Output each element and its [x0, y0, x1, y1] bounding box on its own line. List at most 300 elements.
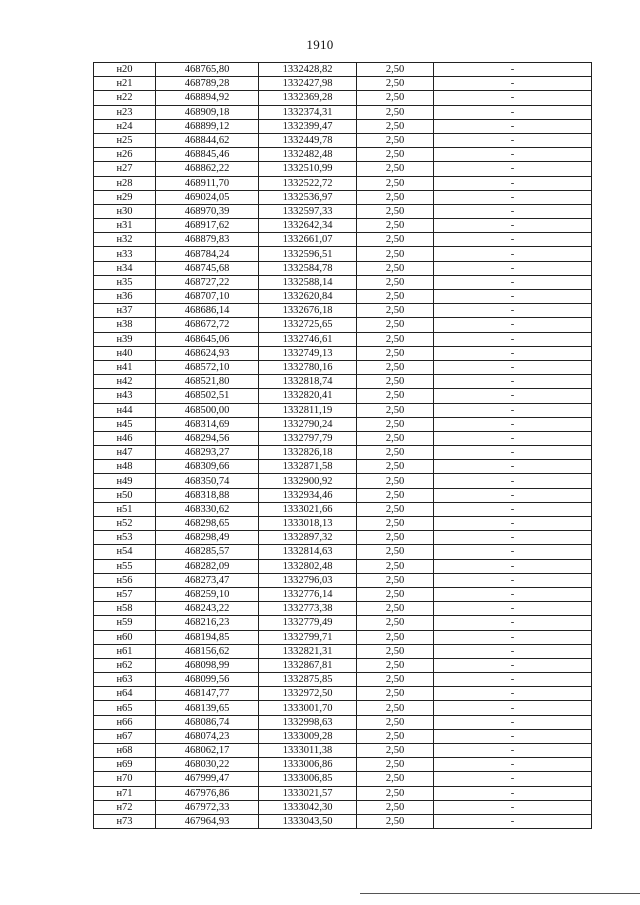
y-coordinate-cell: 1332797,79	[259, 431, 357, 445]
y-coordinate-cell: 1332510,99	[259, 162, 357, 176]
table-row	[94, 460, 592, 474]
table-row	[94, 204, 592, 218]
x-coordinate-cell: 468216,23	[156, 616, 259, 630]
description-cell: -	[434, 162, 592, 176]
x-coordinate-cell: 468309,66	[156, 460, 259, 474]
point-id-cell: н72	[94, 800, 156, 814]
description-cell: -	[434, 758, 592, 772]
description-cell: -	[434, 616, 592, 630]
description-cell: -	[434, 715, 592, 729]
y-coordinate-cell: 1333006,85	[259, 772, 357, 786]
table-row	[94, 701, 592, 715]
description-cell: -	[434, 77, 592, 91]
y-coordinate-cell: 1333009,28	[259, 729, 357, 743]
accuracy-cell: 2,50	[357, 502, 434, 516]
table-row	[94, 318, 592, 332]
point-id-cell: н30	[94, 204, 156, 218]
accuracy-cell: 2,50	[357, 701, 434, 715]
table-row	[94, 446, 592, 460]
description-cell: -	[434, 786, 592, 800]
point-id-cell: н48	[94, 460, 156, 474]
description-cell: -	[434, 474, 592, 488]
description-cell: -	[434, 602, 592, 616]
x-coordinate-cell: 468314,69	[156, 417, 259, 431]
table-row	[94, 403, 592, 417]
description-cell: -	[434, 772, 592, 786]
y-coordinate-cell: 1332482,48	[259, 148, 357, 162]
description-cell: -	[434, 275, 592, 289]
x-coordinate-cell: 468899,12	[156, 119, 259, 133]
table-row	[94, 758, 592, 772]
accuracy-cell: 2,50	[357, 233, 434, 247]
accuracy-cell: 2,50	[357, 460, 434, 474]
table-row	[94, 375, 592, 389]
y-coordinate-cell: 1332871,58	[259, 460, 357, 474]
description-cell: -	[434, 729, 592, 743]
description-cell: -	[434, 148, 592, 162]
description-cell: -	[434, 360, 592, 374]
description-cell: -	[434, 658, 592, 672]
accuracy-cell: 2,50	[357, 204, 434, 218]
table-row	[94, 176, 592, 190]
point-id-cell: н28	[94, 176, 156, 190]
table-row	[94, 729, 592, 743]
x-coordinate-cell: 467964,93	[156, 814, 259, 828]
point-id-cell: н44	[94, 403, 156, 417]
y-coordinate-cell: 1333043,50	[259, 814, 357, 828]
accuracy-cell: 2,50	[357, 573, 434, 587]
x-coordinate-cell: 468845,46	[156, 148, 259, 162]
description-cell: -	[434, 247, 592, 261]
y-coordinate-cell: 1333018,13	[259, 517, 357, 531]
y-coordinate-cell: 1332588,14	[259, 275, 357, 289]
point-id-cell: н58	[94, 602, 156, 616]
description-cell: -	[434, 488, 592, 502]
y-coordinate-cell: 1332900,92	[259, 474, 357, 488]
accuracy-cell: 2,50	[357, 559, 434, 573]
table-row	[94, 304, 592, 318]
y-coordinate-cell: 1332897,32	[259, 531, 357, 545]
accuracy-cell: 2,50	[357, 133, 434, 147]
x-coordinate-cell: 468074,23	[156, 729, 259, 743]
x-coordinate-cell: 468099,56	[156, 673, 259, 687]
x-coordinate-cell: 468147,77	[156, 687, 259, 701]
accuracy-cell: 2,50	[357, 531, 434, 545]
y-coordinate-cell: 1332780,16	[259, 360, 357, 374]
table-row	[94, 602, 592, 616]
y-coordinate-cell: 1332802,48	[259, 559, 357, 573]
accuracy-cell: 2,50	[357, 119, 434, 133]
y-coordinate-cell: 1332799,71	[259, 630, 357, 644]
accuracy-cell: 2,50	[357, 800, 434, 814]
table-row	[94, 346, 592, 360]
accuracy-cell: 2,50	[357, 446, 434, 460]
table-row	[94, 91, 592, 105]
x-coordinate-cell: 468894,92	[156, 91, 259, 105]
table-row	[94, 559, 592, 573]
table-row	[94, 502, 592, 516]
y-coordinate-cell: 1332811,19	[259, 403, 357, 417]
description-cell: -	[434, 63, 592, 77]
accuracy-cell: 2,50	[357, 105, 434, 119]
point-id-cell: н67	[94, 729, 156, 743]
description-cell: -	[434, 545, 592, 559]
page-number: 1910	[306, 37, 334, 52]
y-coordinate-cell: 1332427,98	[259, 77, 357, 91]
point-id-cell: н62	[94, 658, 156, 672]
point-id-cell: н43	[94, 389, 156, 403]
table-row	[94, 630, 592, 644]
point-id-cell: н59	[94, 616, 156, 630]
y-coordinate-cell: 1332776,14	[259, 587, 357, 601]
point-id-cell: н20	[94, 63, 156, 77]
accuracy-cell: 2,50	[357, 190, 434, 204]
table-row	[94, 389, 592, 403]
y-coordinate-cell: 1332399,47	[259, 119, 357, 133]
y-coordinate-cell: 1332369,28	[259, 91, 357, 105]
point-id-cell: н34	[94, 261, 156, 275]
point-id-cell: н70	[94, 772, 156, 786]
table-row	[94, 247, 592, 261]
point-id-cell: н23	[94, 105, 156, 119]
table-row	[94, 360, 592, 374]
point-id-cell: н45	[94, 417, 156, 431]
table-row	[94, 715, 592, 729]
x-coordinate-cell: 469024,05	[156, 190, 259, 204]
accuracy-cell: 2,50	[357, 63, 434, 77]
accuracy-cell: 2,50	[357, 658, 434, 672]
table-row	[94, 673, 592, 687]
accuracy-cell: 2,50	[357, 687, 434, 701]
y-coordinate-cell: 1332875,85	[259, 673, 357, 687]
x-coordinate-cell: 468330,62	[156, 502, 259, 516]
coordinates-table	[93, 62, 592, 829]
description-cell: -	[434, 375, 592, 389]
description-cell: -	[434, 701, 592, 715]
point-id-cell: н68	[94, 744, 156, 758]
point-id-cell: н35	[94, 275, 156, 289]
y-coordinate-cell: 1332821,31	[259, 644, 357, 658]
y-coordinate-cell: 1333021,66	[259, 502, 357, 516]
x-coordinate-cell: 468911,70	[156, 176, 259, 190]
x-coordinate-cell: 468727,22	[156, 275, 259, 289]
accuracy-cell: 2,50	[357, 545, 434, 559]
description-cell: -	[434, 531, 592, 545]
x-coordinate-cell: 468139,65	[156, 701, 259, 715]
table-row	[94, 233, 592, 247]
description-cell: -	[434, 119, 592, 133]
description-cell: -	[434, 587, 592, 601]
y-coordinate-cell: 1332796,03	[259, 573, 357, 587]
accuracy-cell: 2,50	[357, 318, 434, 332]
table-row	[94, 573, 592, 587]
table-row	[94, 219, 592, 233]
accuracy-cell: 2,50	[357, 644, 434, 658]
point-id-cell: н64	[94, 687, 156, 701]
description-cell: -	[434, 446, 592, 460]
y-coordinate-cell: 1332820,41	[259, 389, 357, 403]
coordinates-table-body	[94, 63, 592, 829]
accuracy-cell: 2,50	[357, 176, 434, 190]
point-id-cell: н56	[94, 573, 156, 587]
description-cell: -	[434, 559, 592, 573]
accuracy-cell: 2,50	[357, 148, 434, 162]
table-row	[94, 488, 592, 502]
point-id-cell: н32	[94, 233, 156, 247]
accuracy-cell: 2,50	[357, 91, 434, 105]
table-row	[94, 162, 592, 176]
x-coordinate-cell: 468298,49	[156, 531, 259, 545]
point-id-cell: н53	[94, 531, 156, 545]
table-row	[94, 772, 592, 786]
description-cell: -	[434, 417, 592, 431]
table-row	[94, 531, 592, 545]
x-coordinate-cell: 468086,74	[156, 715, 259, 729]
point-id-cell: н69	[94, 758, 156, 772]
point-id-cell: н55	[94, 559, 156, 573]
accuracy-cell: 2,50	[357, 488, 434, 502]
table-row	[94, 744, 592, 758]
description-cell: -	[434, 431, 592, 445]
x-coordinate-cell: 468062,17	[156, 744, 259, 758]
x-coordinate-cell: 468259,10	[156, 587, 259, 601]
accuracy-cell: 2,50	[357, 616, 434, 630]
y-coordinate-cell: 1332867,81	[259, 658, 357, 672]
x-coordinate-cell: 468789,28	[156, 77, 259, 91]
accuracy-cell: 2,50	[357, 587, 434, 601]
description-cell: -	[434, 176, 592, 190]
x-coordinate-cell: 468318,88	[156, 488, 259, 502]
y-coordinate-cell: 1332773,38	[259, 602, 357, 616]
x-coordinate-cell: 468502,51	[156, 389, 259, 403]
table-row	[94, 786, 592, 800]
accuracy-cell: 2,50	[357, 332, 434, 346]
y-coordinate-cell: 1333021,57	[259, 786, 357, 800]
description-cell: -	[434, 744, 592, 758]
x-coordinate-cell: 468917,62	[156, 219, 259, 233]
point-id-cell: н38	[94, 318, 156, 332]
table-row	[94, 644, 592, 658]
point-id-cell: н25	[94, 133, 156, 147]
x-coordinate-cell: 468243,22	[156, 602, 259, 616]
table-row	[94, 658, 592, 672]
description-cell: -	[434, 517, 592, 531]
x-coordinate-cell: 468784,24	[156, 247, 259, 261]
point-id-cell: н66	[94, 715, 156, 729]
table-row	[94, 63, 592, 77]
x-coordinate-cell: 468745,68	[156, 261, 259, 275]
point-id-cell: н33	[94, 247, 156, 261]
accuracy-cell: 2,50	[357, 602, 434, 616]
description-cell: -	[434, 91, 592, 105]
y-coordinate-cell: 1332972,50	[259, 687, 357, 701]
accuracy-cell: 2,50	[357, 474, 434, 488]
y-coordinate-cell: 1332818,74	[259, 375, 357, 389]
accuracy-cell: 2,50	[357, 219, 434, 233]
point-id-cell: н52	[94, 517, 156, 531]
table-row	[94, 77, 592, 91]
accuracy-cell: 2,50	[357, 247, 434, 261]
accuracy-cell: 2,50	[357, 261, 434, 275]
accuracy-cell: 2,50	[357, 814, 434, 828]
x-coordinate-cell: 468294,56	[156, 431, 259, 445]
point-id-cell: н41	[94, 360, 156, 374]
accuracy-cell: 2,50	[357, 360, 434, 374]
point-id-cell: н40	[94, 346, 156, 360]
accuracy-cell: 2,50	[357, 786, 434, 800]
description-cell: -	[434, 290, 592, 304]
accuracy-cell: 2,50	[357, 77, 434, 91]
accuracy-cell: 2,50	[357, 673, 434, 687]
table-row	[94, 616, 592, 630]
table-row	[94, 275, 592, 289]
x-coordinate-cell: 468282,09	[156, 559, 259, 573]
x-coordinate-cell: 468521,80	[156, 375, 259, 389]
y-coordinate-cell: 1332998,63	[259, 715, 357, 729]
y-coordinate-cell: 1332826,18	[259, 446, 357, 460]
x-coordinate-cell: 468500,00	[156, 403, 259, 417]
x-coordinate-cell: 468624,93	[156, 346, 259, 360]
point-id-cell: н26	[94, 148, 156, 162]
accuracy-cell: 2,50	[357, 729, 434, 743]
point-id-cell: н29	[94, 190, 156, 204]
description-cell: -	[434, 346, 592, 360]
point-id-cell: н60	[94, 630, 156, 644]
x-coordinate-cell: 468572,10	[156, 360, 259, 374]
x-coordinate-cell: 468298,65	[156, 517, 259, 531]
x-coordinate-cell: 468273,47	[156, 573, 259, 587]
accuracy-cell: 2,50	[357, 389, 434, 403]
point-id-cell: н42	[94, 375, 156, 389]
x-coordinate-cell: 468862,22	[156, 162, 259, 176]
point-id-cell: н22	[94, 91, 156, 105]
y-coordinate-cell: 1333001,70	[259, 701, 357, 715]
table-row	[94, 119, 592, 133]
description-cell: -	[434, 233, 592, 247]
description-cell: -	[434, 261, 592, 275]
y-coordinate-cell: 1332749,13	[259, 346, 357, 360]
accuracy-cell: 2,50	[357, 275, 434, 289]
table-row	[94, 545, 592, 559]
table-row	[94, 431, 592, 445]
description-cell: -	[434, 204, 592, 218]
table-row	[94, 290, 592, 304]
y-coordinate-cell: 1332676,18	[259, 304, 357, 318]
x-coordinate-cell: 468686,14	[156, 304, 259, 318]
x-coordinate-cell: 468350,74	[156, 474, 259, 488]
x-coordinate-cell: 468707,10	[156, 290, 259, 304]
point-id-cell: н31	[94, 219, 156, 233]
point-id-cell: н24	[94, 119, 156, 133]
accuracy-cell: 2,50	[357, 304, 434, 318]
description-cell: -	[434, 687, 592, 701]
point-id-cell: н21	[94, 77, 156, 91]
table-row	[94, 814, 592, 828]
y-coordinate-cell: 1332779,49	[259, 616, 357, 630]
accuracy-cell: 2,50	[357, 715, 434, 729]
description-cell: -	[434, 800, 592, 814]
y-coordinate-cell: 1333006,86	[259, 758, 357, 772]
accuracy-cell: 2,50	[357, 162, 434, 176]
y-coordinate-cell: 1332597,33	[259, 204, 357, 218]
table-row	[94, 687, 592, 701]
table-row	[94, 474, 592, 488]
description-cell: -	[434, 644, 592, 658]
description-cell: -	[434, 332, 592, 346]
accuracy-cell: 2,50	[357, 758, 434, 772]
x-coordinate-cell: 467972,33	[156, 800, 259, 814]
x-coordinate-cell: 468030,22	[156, 758, 259, 772]
point-id-cell: н39	[94, 332, 156, 346]
x-coordinate-cell: 468156,62	[156, 644, 259, 658]
y-coordinate-cell: 1332374,31	[259, 105, 357, 119]
point-id-cell: н36	[94, 290, 156, 304]
x-coordinate-cell: 468194,85	[156, 630, 259, 644]
table-row	[94, 517, 592, 531]
description-cell: -	[434, 219, 592, 233]
y-coordinate-cell: 1332584,78	[259, 261, 357, 275]
accuracy-cell: 2,50	[357, 403, 434, 417]
accuracy-cell: 2,50	[357, 290, 434, 304]
point-id-cell: н57	[94, 587, 156, 601]
table-row	[94, 148, 592, 162]
description-cell: -	[434, 389, 592, 403]
point-id-cell: н51	[94, 502, 156, 516]
y-coordinate-cell: 1332934,46	[259, 488, 357, 502]
accuracy-cell: 2,50	[357, 630, 434, 644]
point-id-cell: н47	[94, 446, 156, 460]
description-cell: -	[434, 133, 592, 147]
accuracy-cell: 2,50	[357, 744, 434, 758]
x-coordinate-cell: 468909,18	[156, 105, 259, 119]
point-id-cell: н46	[94, 431, 156, 445]
description-cell: -	[434, 190, 592, 204]
y-coordinate-cell: 1332620,84	[259, 290, 357, 304]
y-coordinate-cell: 1332661,07	[259, 233, 357, 247]
point-id-cell: н37	[94, 304, 156, 318]
accuracy-cell: 2,50	[357, 431, 434, 445]
accuracy-cell: 2,50	[357, 375, 434, 389]
description-cell: -	[434, 502, 592, 516]
y-coordinate-cell: 1332814,63	[259, 545, 357, 559]
y-coordinate-cell: 1332746,61	[259, 332, 357, 346]
description-cell: -	[434, 630, 592, 644]
description-cell: -	[434, 673, 592, 687]
point-id-cell: н49	[94, 474, 156, 488]
y-coordinate-cell: 1333011,38	[259, 744, 357, 758]
y-coordinate-cell: 1332790,24	[259, 417, 357, 431]
x-coordinate-cell: 467999,47	[156, 772, 259, 786]
y-coordinate-cell: 1332725,65	[259, 318, 357, 332]
table-row	[94, 190, 592, 204]
x-coordinate-cell: 468879,83	[156, 233, 259, 247]
x-coordinate-cell: 468285,57	[156, 545, 259, 559]
y-coordinate-cell: 1332596,51	[259, 247, 357, 261]
description-cell: -	[434, 304, 592, 318]
accuracy-cell: 2,50	[357, 417, 434, 431]
accuracy-cell: 2,50	[357, 517, 434, 531]
y-coordinate-cell: 1332428,82	[259, 63, 357, 77]
x-coordinate-cell: 468293,27	[156, 446, 259, 460]
table-row	[94, 261, 592, 275]
point-id-cell: н73	[94, 814, 156, 828]
x-coordinate-cell: 468645,06	[156, 332, 259, 346]
table-row	[94, 417, 592, 431]
description-cell: -	[434, 318, 592, 332]
point-id-cell: н65	[94, 701, 156, 715]
description-cell: -	[434, 403, 592, 417]
accuracy-cell: 2,50	[357, 772, 434, 786]
